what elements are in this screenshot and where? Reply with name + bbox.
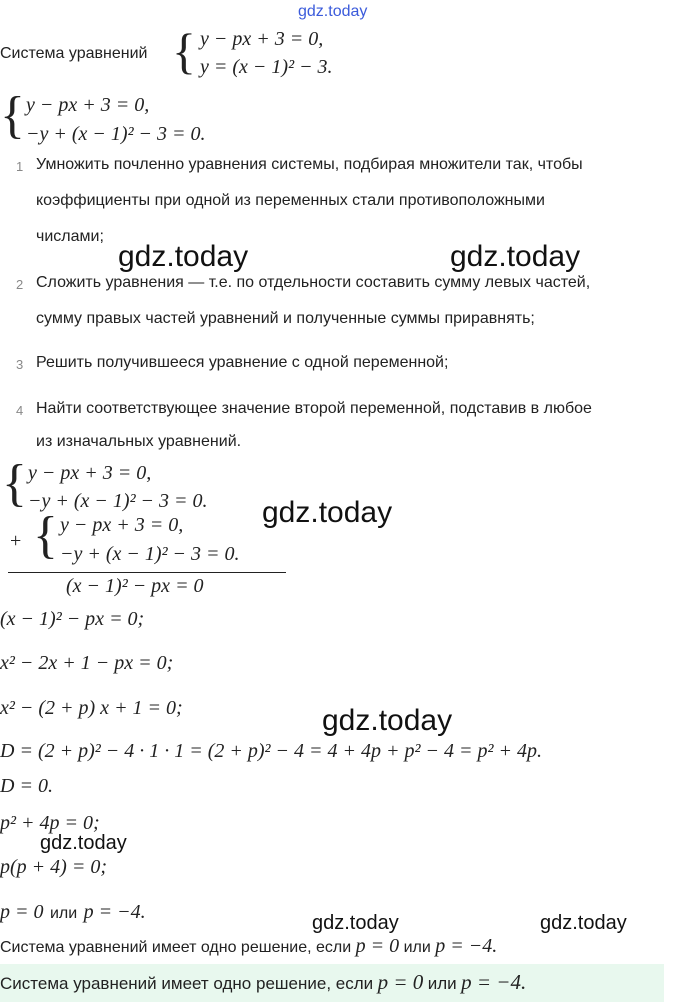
system-a-brace-icon: { — [0, 87, 25, 144]
system-a-eq1: y − px + 3 = 0, — [26, 94, 150, 116]
step-text: из изначальных уравнений. — [36, 433, 242, 450]
solution-line: p² + 4p = 0; — [0, 812, 100, 834]
watermark: gdz.today — [40, 832, 127, 854]
answer-a: p = 0 — [377, 970, 424, 994]
step-number: 4 — [16, 403, 24, 418]
conclusion-b: p = −4. — [435, 935, 498, 957]
header-eq2: y = (x − 1)² − 3. — [200, 56, 333, 78]
watermark: gdz.today — [322, 704, 453, 737]
step-text: Умножить почленно уравнения системы, подбирая множители так, чтобы — [36, 156, 583, 173]
conclusion-a: p = 0 — [355, 935, 400, 957]
sum-result: (x − 1)² − px = 0 — [66, 575, 204, 597]
step-number: 1 — [16, 159, 24, 174]
watermark: gdz.today — [262, 496, 393, 529]
step-text: Сложить уравнения — т.е. по отдельности составить сумму левых частей, — [36, 274, 591, 291]
roots-line — [0, 901, 146, 924]
header-label: Система уравнений — [0, 45, 148, 62]
answer-or: или — [427, 974, 457, 993]
sum-divider — [8, 572, 286, 573]
system-b-brace-icon: { — [2, 455, 27, 512]
header-brace-icon: { — [172, 23, 196, 79]
solution-line: D = (2 + p)² − 4 · 1 · 1 = (2 + p)² − 4 = 4 + 4p + p² − 4 = p² + 4p. — [0, 740, 543, 762]
watermark: gdz.today — [312, 912, 399, 934]
step-number: 2 — [16, 277, 24, 292]
watermark: gdz.today — [450, 240, 581, 273]
system-b-eq2: −y + (x − 1)² − 3 = 0. — [28, 490, 208, 512]
watermark: gdz.today — [118, 240, 249, 273]
solution-line: (x − 1)² − px = 0; — [0, 608, 145, 630]
root-a: p = 0 — [0, 901, 44, 923]
conclusion-line — [0, 935, 497, 958]
addition-brace-icon: { — [33, 507, 58, 564]
step-text: Решить получившееся уравнение с одной переменной; — [36, 354, 449, 371]
header-eq1: y − px + 3 = 0, — [200, 28, 324, 50]
step-text: сумму правых частей уравнений и полученные суммы приравнять; — [36, 310, 535, 327]
root-b: p = −4. — [83, 901, 146, 923]
conclusion-or: или — [403, 939, 431, 956]
solution-line: p(p + 4) = 0; — [0, 856, 107, 878]
conclusion-text: Система уравнений имеет одно решение, если — [0, 939, 352, 956]
addition-eq2: −y + (x − 1)² − 3 = 0. — [60, 543, 240, 565]
solution-line: x² − 2x + 1 − px = 0; — [0, 652, 174, 674]
solution-line: x² − (2 + p) x + 1 = 0; — [0, 697, 183, 719]
answer-b: p = −4. — [461, 970, 527, 994]
plus-sign: + — [10, 530, 22, 552]
watermark-top: gdz.today — [298, 3, 368, 20]
addition-eq1: y − px + 3 = 0, — [60, 514, 184, 536]
step-text: коэффициенты при одной из переменных стали противоположными — [36, 192, 545, 209]
answer-line — [0, 970, 526, 995]
solution-line: D = 0. — [0, 775, 53, 797]
answer-text: Система уравнений имеет одно решение, если — [0, 974, 374, 993]
system-a-eq2: −y + (x − 1)² − 3 = 0. — [26, 123, 206, 145]
step-number: 3 — [16, 357, 24, 372]
roots-or: или — [49, 905, 78, 922]
system-b-eq1: y − px + 3 = 0, — [28, 462, 152, 484]
watermark: gdz.today — [540, 912, 627, 934]
step-text: числами; — [36, 228, 104, 245]
step-text: Найти соответствующее значение второй переменной, подставив в любое — [36, 400, 592, 417]
